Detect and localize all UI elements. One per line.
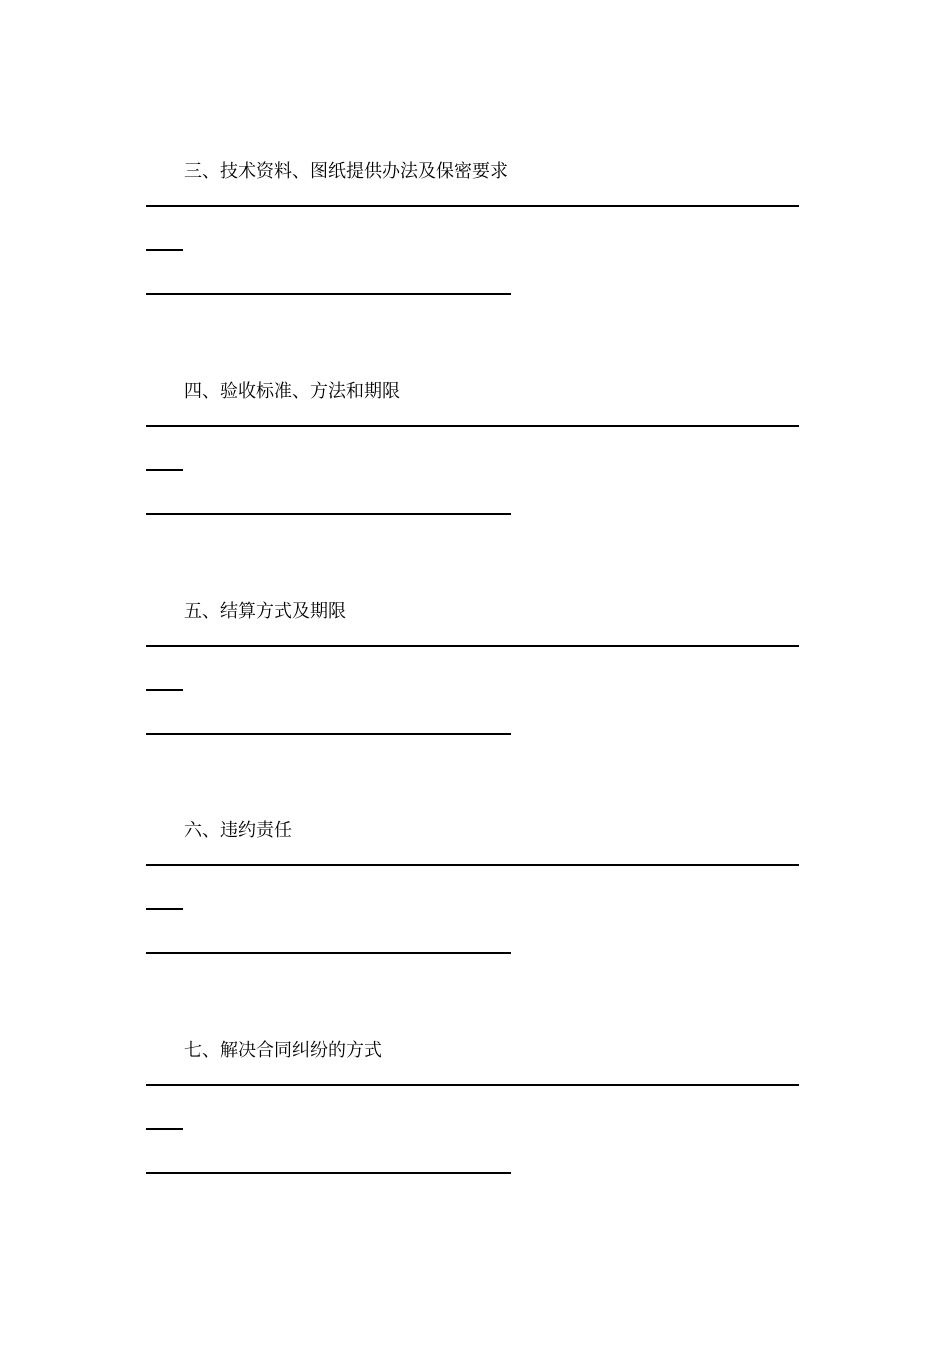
fill-in-line-long: [146, 1084, 799, 1086]
fill-in-line-medium: [146, 733, 511, 735]
section-heading: 六、违约责任: [184, 820, 292, 841]
fill-in-line-stub: [146, 689, 183, 691]
section-technical-documents: [0, 160, 950, 340]
fill-in-line-medium: [146, 293, 511, 295]
fill-in-line-stub: [146, 1128, 183, 1130]
fill-in-line-long: [146, 205, 799, 207]
section-heading: 七、解决合同纠纷的方式: [184, 1040, 382, 1061]
fill-in-line-medium: [146, 952, 511, 954]
fill-in-line-long: [146, 645, 799, 647]
section-dispute-resolution: [0, 1039, 950, 1219]
section-settlement: [0, 600, 950, 780]
section-acceptance-standards: [0, 380, 950, 560]
fill-in-line-stub: [146, 249, 183, 251]
section-heading: 四、验收标准、方法和期限: [184, 381, 400, 402]
fill-in-line-medium: [146, 1172, 511, 1174]
fill-in-line-long: [146, 425, 799, 427]
fill-in-line-stub: [146, 469, 183, 471]
section-heading: 三、技术资料、图纸提供办法及保密要求: [184, 161, 508, 182]
fill-in-line-long: [146, 864, 799, 866]
section-liability: [0, 819, 950, 999]
fill-in-line-stub: [146, 908, 183, 910]
fill-in-line-medium: [146, 513, 511, 515]
section-heading: 五、结算方式及期限: [184, 601, 346, 622]
